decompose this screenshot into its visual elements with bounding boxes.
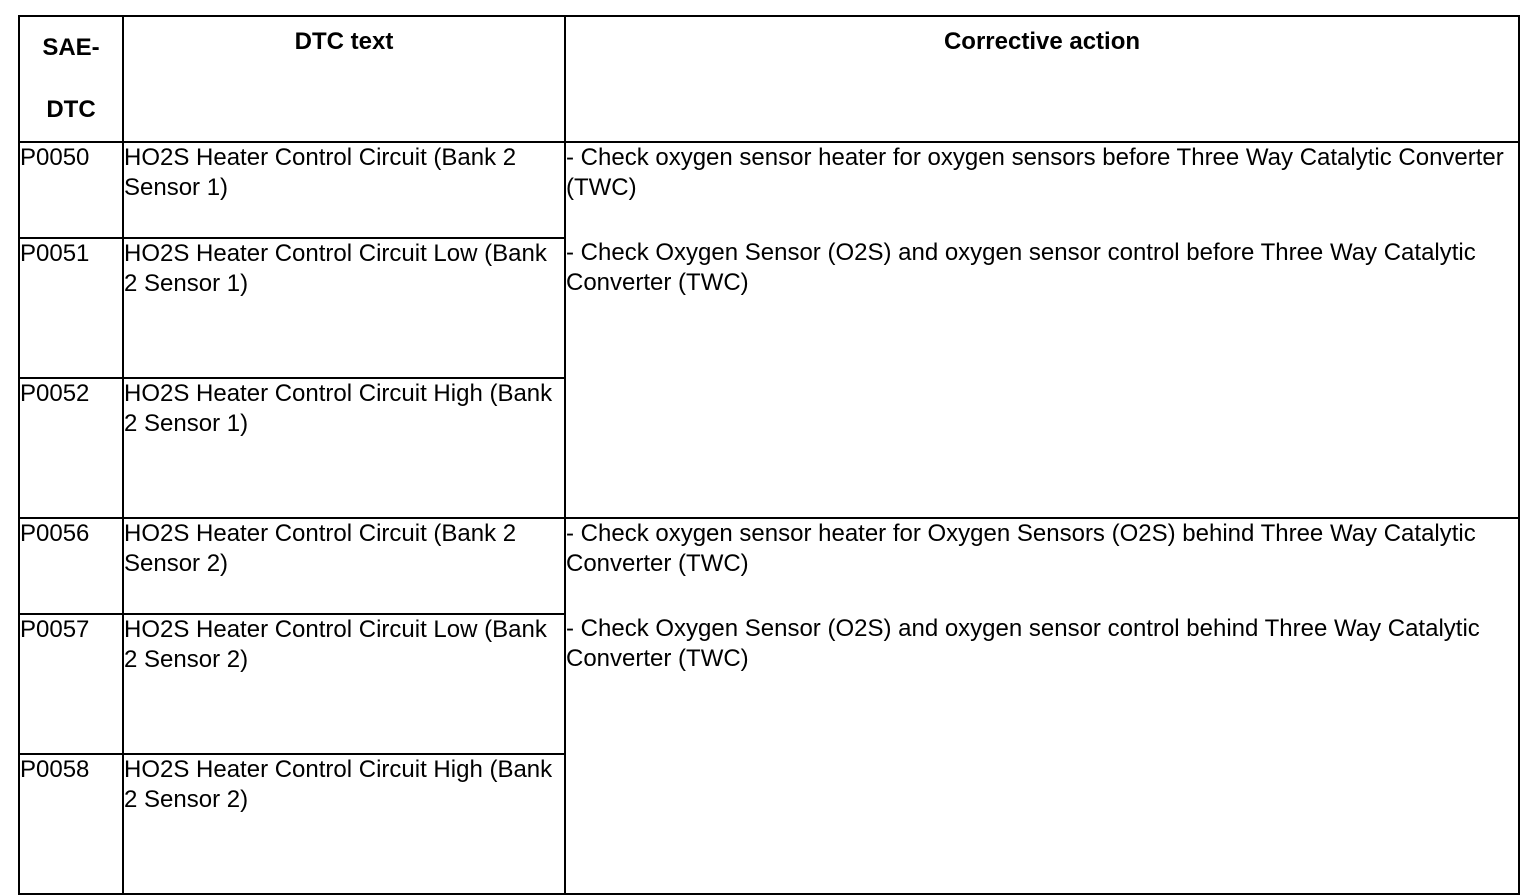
corrective-action-item: - Check Oxygen Sensor (O2S) and oxygen sensor control before Three Way Catalytic Converter (TWC) bbox=[566, 239, 1476, 296]
header-dtc-text: DTC text bbox=[123, 16, 565, 142]
table-row bbox=[19, 142, 1519, 238]
dtc-description: HO2S Heater Control Circuit (Bank 2 Sensor 1) bbox=[123, 142, 565, 238]
corrective-action-item: - Check oxygen sensor heater for Oxygen Sensors (O2S) behind Three Way Catalytic Converter (TWC) bbox=[566, 520, 1476, 577]
dtc-code: P0058 bbox=[19, 754, 123, 894]
dtc-code: P0057 bbox=[19, 614, 123, 754]
header-row bbox=[19, 16, 1519, 142]
corrective-action-cell bbox=[565, 518, 1519, 894]
corrective-action-cell bbox=[565, 142, 1519, 518]
table-row bbox=[19, 518, 1519, 614]
corrective-action-item: - Check Oxygen Sensor (O2S) and oxygen sensor control behind Three Way Catalytic Converter (TWC) bbox=[566, 615, 1480, 672]
header-sae-dtc bbox=[19, 16, 123, 142]
dtc-description: HO2S Heater Control Circuit High (Bank 2 Sensor 1) bbox=[123, 378, 565, 518]
header-sae-dtc-line2: DTC bbox=[46, 96, 96, 123]
dtc-code: P0050 bbox=[19, 142, 123, 238]
dtc-description: HO2S Heater Control Circuit Low (Bank 2 Sensor 1) bbox=[123, 238, 565, 378]
dtc-code: P0056 bbox=[19, 518, 123, 614]
corrective-action-item: - Check oxygen sensor heater for oxygen sensors before Three Way Catalytic Converter (TWC) bbox=[566, 144, 1504, 201]
dtc-code: P0052 bbox=[19, 378, 123, 518]
dtc-code: P0051 bbox=[19, 238, 123, 378]
dtc-table bbox=[18, 15, 1520, 895]
header-corrective-action: Corrective action bbox=[565, 16, 1519, 142]
dtc-description: HO2S Heater Control Circuit Low (Bank 2 Sensor 2) bbox=[123, 614, 565, 754]
dtc-description: HO2S Heater Control Circuit (Bank 2 Sensor 2) bbox=[123, 518, 565, 614]
header-sae-dtc-line1: SAE- bbox=[42, 34, 100, 61]
dtc-description: HO2S Heater Control Circuit High (Bank 2 Sensor 2) bbox=[123, 754, 565, 894]
